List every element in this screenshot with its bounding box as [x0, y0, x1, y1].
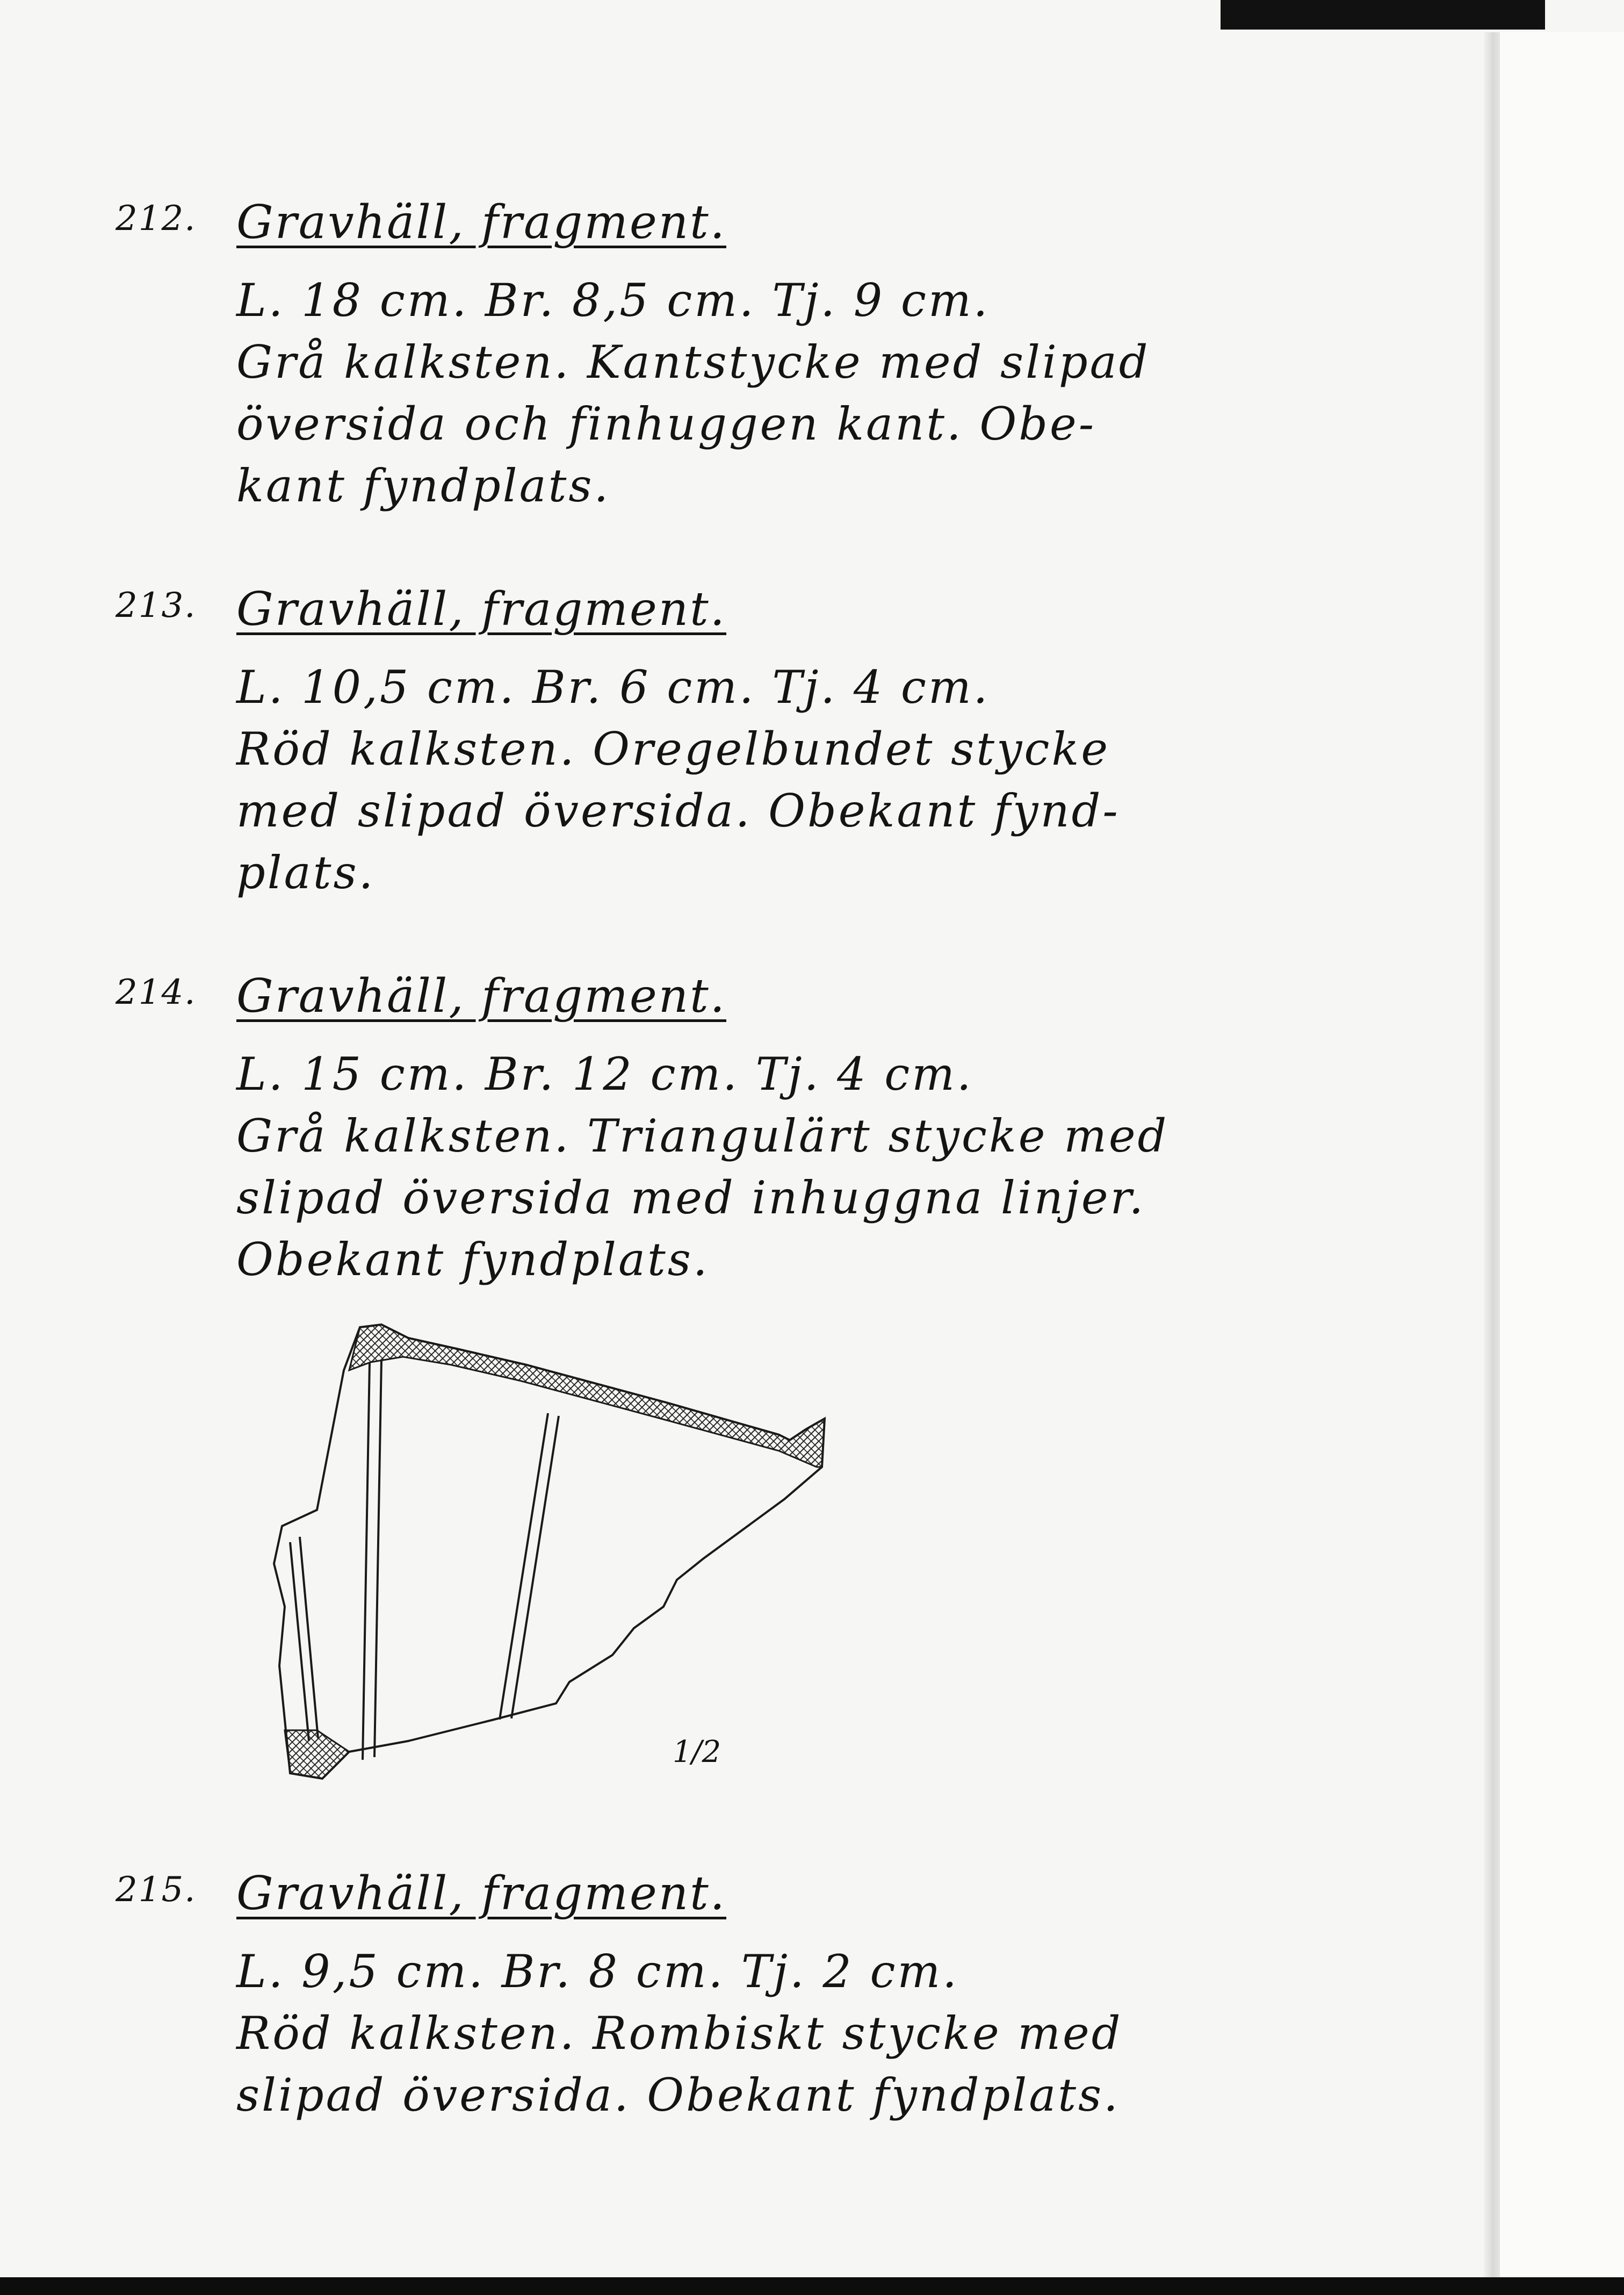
- entry-description-line: plats.: [236, 846, 376, 899]
- entry-description-line: Röd kalksten. Oregelbundet stycke: [236, 723, 1110, 775]
- entry-title: Gravhäll, fragment.: [236, 582, 727, 636]
- fragment-outline: [274, 1325, 825, 1779]
- entry-description-line: slipad översida. Obekant fyndplats.: [236, 2069, 1120, 2121]
- page-margin-right: [1500, 32, 1624, 2278]
- carved-line: [300, 1537, 318, 1738]
- entry-description-line: Obekant fyndplats.: [236, 1233, 710, 1286]
- entry-description-line: med slipad översida. Obekant fynd-: [236, 785, 1120, 837]
- entry-number: 212.: [116, 199, 197, 239]
- entry-number: 214.: [116, 973, 197, 1012]
- entry-title: Gravhäll, fragment.: [236, 196, 727, 249]
- scan-bottom-edge: [0, 2277, 1624, 2295]
- hatched-border-band: [349, 1325, 825, 1467]
- entry-dimensions: L. 15 cm. Br. 12 cm. Tj. 4 cm.: [236, 1048, 973, 1100]
- carved-line: [363, 1362, 370, 1760]
- entry-title: Gravhäll, fragment.: [236, 1867, 727, 1920]
- carved-line: [290, 1542, 309, 1741]
- carved-line: [374, 1359, 381, 1757]
- entry-description-line: Grå kalksten. Triangulärt stycke med: [236, 1110, 1169, 1162]
- fragment-drawing: [247, 1306, 849, 1811]
- entry-dimensions: L. 9,5 cm. Br. 8 cm. Tj. 2 cm.: [236, 1945, 959, 1998]
- carved-line: [500, 1413, 548, 1720]
- entry-description-line: kant fyndplats.: [236, 459, 611, 512]
- entry-title: Gravhäll, fragment.: [236, 969, 727, 1023]
- drawing-scale-label: 1/2: [673, 1735, 721, 1769]
- entry-number: 215.: [116, 1870, 197, 1910]
- carved-line: [511, 1416, 559, 1718]
- entry-dimensions: L. 18 cm. Br. 8,5 cm. Tj. 9 cm.: [236, 274, 990, 327]
- hatched-corner: [285, 1730, 349, 1779]
- entry-dimensions: L. 10,5 cm. Br. 6 cm. Tj. 4 cm.: [236, 661, 990, 714]
- entry-description-line: Röd kalksten. Rombiskt stycke med: [236, 2007, 1123, 2060]
- entry-number: 213.: [116, 586, 197, 625]
- entry-description-line: Grå kalksten. Kantstycke med slipad: [236, 336, 1150, 389]
- scan-top-edge: [1221, 0, 1545, 30]
- entry-description-line: slipad översida med inhuggna linjer.: [236, 1171, 1146, 1224]
- entry-description-line: översida och finhuggen kant. Obe-: [236, 398, 1096, 450]
